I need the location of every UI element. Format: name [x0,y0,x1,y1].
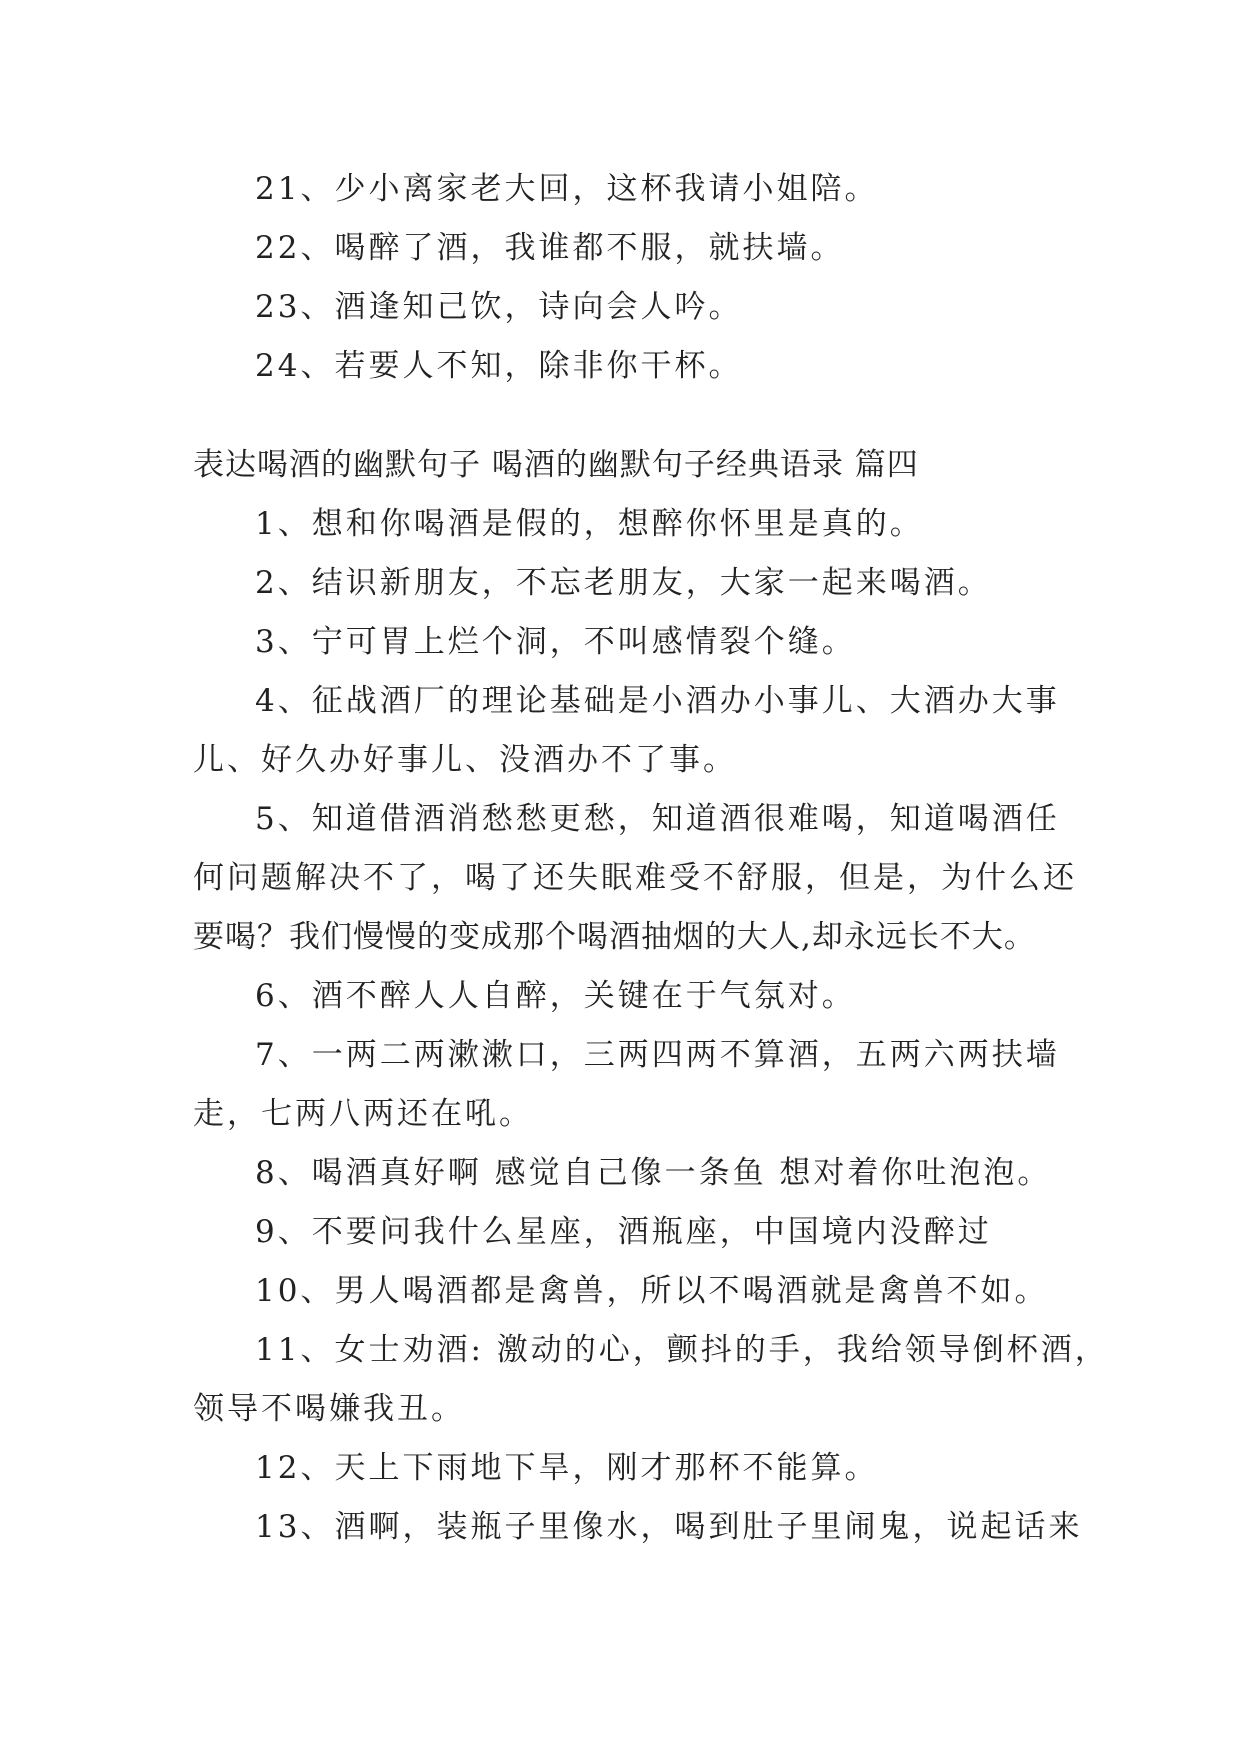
list-item-11-continued: 领导不喝嫌我丑。 [193,1391,465,1427]
list-section-1 [193,160,1053,396]
list-item-5-continued-2: 要喝？我们慢慢的变成那个喝酒抽烟的大人,却永远长不大。 [193,919,1036,955]
list-section-2 [193,436,1109,1557]
list-item-8: 8、喝酒真好啊 感觉自己像一条鱼 想对着你吐泡泡。 [255,1155,1052,1191]
document-body [193,160,1109,1557]
list-item-5-continued: 何问题解决不了，喝了还失眠难受不舒服，但是，为什么还 [193,860,1077,896]
list-item-1: 1、想和你喝酒是假的，想醉你怀里是真的。 [255,506,924,542]
list-item-7-continued: 走，七两八两还在吼。 [193,1096,533,1132]
list-item-2: 2、结识新朋友，不忘老朋友，大家一起来喝酒。 [255,565,992,601]
list-item-4-continued: 儿、好久办好事儿、没酒办不了事。 [193,742,737,778]
list-item-21: 21、少小离家老大回，这杯我请小姐陪。 [255,171,879,207]
list-item-23: 23、酒逢知己饮，诗向会人吟。 [255,289,743,325]
list-item-5: 5、知道借酒消愁愁更愁，知道酒很难喝，知道喝酒任 [255,801,1060,837]
list-item-12: 12、天上下雨地下旱，刚才那杯不能算。 [255,1450,879,1486]
list-item-11: 11、女士劝酒: 激动的心，颤抖的手，我给领导倒杯酒， [255,1332,1109,1368]
list-item-6: 6、酒不醉人人自醉，关键在于气氛对。 [255,978,856,1014]
section-heading: 表达喝酒的幽默句子 喝酒的幽默句子经典语录 篇四 [193,447,919,483]
list-item-7: 7、一两二两漱漱口，三两四两不算酒，五两六两扶墙 [255,1037,1060,1073]
list-item-13: 13、酒啊，装瓶子里像水，喝到肚子里闹鬼，说起话来 [255,1509,1083,1545]
list-item-10: 10、男人喝酒都是禽兽，所以不喝酒就是禽兽不如。 [255,1273,1049,1309]
section-spacer [193,396,1053,436]
list-item-4: 4、征战酒厂的理论基础是小酒办小事儿、大酒办大事 [255,683,1060,719]
list-item-3: 3、宁可胃上烂个洞，不叫感情裂个缝。 [255,624,856,660]
list-item-22: 22、喝醉了酒，我谁都不服，就扶墙。 [255,230,845,266]
list-item-9: 9、不要问我什么星座，酒瓶座，中国境内没醉过 [255,1214,992,1250]
list-item-24: 24、若要人不知，除非你干杯。 [255,348,743,384]
